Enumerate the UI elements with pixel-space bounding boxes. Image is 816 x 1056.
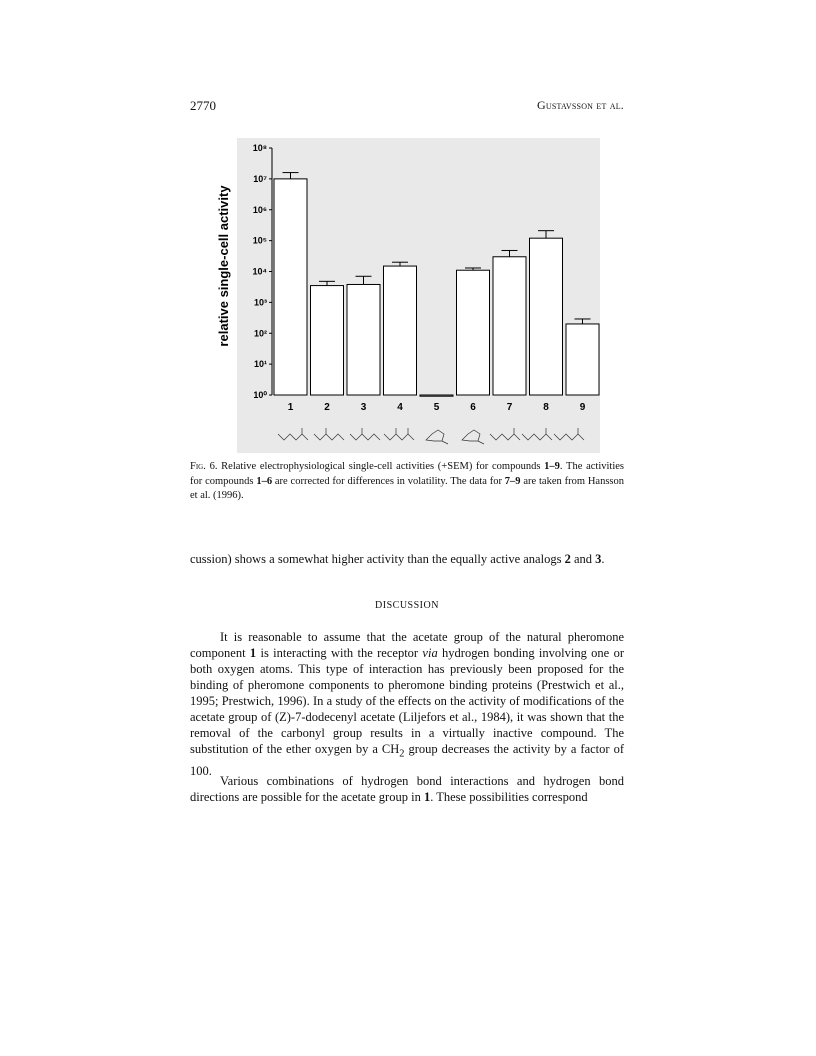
paragraph-text: group decreases the activity by a factor of 100. (190, 742, 624, 778)
y-tick-label: 10⁸ (252, 143, 267, 153)
paragraph (190, 629, 624, 779)
paragraph-text: hydrogen bonding involving one or both oxygen atoms. This type of interaction has previously been proposed for the binding of pheromone components to pheromone binding proteins (Prestwich et al., 1995; Prestwich, 1996). In a study of the effects on the activity of modifications of the acetate group of (Z)-7-dodecenyl acetate (Liljefors et al., 1984), it was shown that the removal of the carbonyl group results in a virtually inactive compound. The substitution of the ether oxygen by a CH (190, 646, 624, 756)
paragraph-text: . These possibilities correspond (430, 790, 588, 804)
x-tick-label: 3 (360, 402, 367, 413)
compound-ref: 2 (564, 552, 571, 566)
paragraph (190, 773, 624, 805)
bar-9 (566, 324, 599, 395)
y-axis-label: relative single-cell activity (216, 185, 231, 347)
paragraph-text: . (601, 552, 605, 566)
running-title: Gustavsson et al. (537, 98, 624, 112)
caption-compounds-c: 7–9 (504, 475, 521, 487)
paragraph-text: Various combinations of hydrogen bond interactions and hydrogen bond directions are possible for the acetate group in (190, 774, 624, 804)
y-tick-label: 10⁴ (252, 266, 267, 277)
x-tick-label: 6 (470, 402, 476, 413)
paragraph-text: It is reasonable to assume that the acetate group of the natural pheromone component (190, 630, 624, 660)
bar-4 (384, 266, 417, 395)
caption-text: are taken from Hansson et al. (1996). (190, 475, 624, 501)
paragraph-text: is interacting with the receptor (256, 646, 423, 660)
compound-ref: 1 (423, 790, 431, 804)
paragraph (190, 551, 624, 567)
y-tick-label: 10³ (253, 297, 267, 308)
bar-6 (457, 270, 490, 395)
y-tick-label: 10⁵ (252, 235, 267, 246)
italic-term: via (422, 646, 438, 660)
bar-2 (311, 286, 344, 395)
y-tick-label: 10⁰ (253, 390, 267, 400)
activity-bar-chart (210, 138, 600, 453)
y-tick-label: 10⁶ (252, 204, 267, 215)
figure-label: Fig. 6. (190, 461, 218, 472)
subscript: 2 (399, 748, 405, 760)
compound-ref: 3 (595, 552, 602, 566)
x-tick-label: 1 (287, 402, 294, 413)
bar-1 (274, 179, 307, 395)
bar-8 (530, 238, 563, 395)
caption-text: Relative electrophysiological single-cell activities (+SEM) for compounds (217, 461, 545, 472)
caption-compounds-b: 1–6 (256, 475, 273, 487)
bar-7 (493, 257, 526, 395)
caption-text: . The activities for compounds (190, 461, 624, 487)
compound-ref: 1 (249, 646, 257, 660)
x-tick-label: 7 (506, 402, 513, 413)
y-tick-label: 10¹ (253, 359, 267, 370)
caption-text: are corrected for differences in volatility. The data for (272, 475, 505, 487)
paragraph-text: cussion) shows a somewhat higher activity than the equally active analogs (190, 552, 565, 566)
x-tick-label: 8 (543, 402, 549, 413)
bar-3 (347, 284, 380, 395)
figure-caption (190, 460, 624, 504)
section-heading: DISCUSSION (375, 600, 439, 611)
bar-5 (420, 395, 453, 396)
x-tick-label: 4 (397, 402, 403, 413)
caption-compounds-a: 1–9 (544, 461, 560, 472)
y-tick-label: 10⁷ (253, 173, 267, 184)
paragraph-text: and (570, 552, 596, 566)
y-tick-label: 10² (253, 328, 267, 339)
page-number: 2770 (190, 98, 216, 113)
x-tick-label: 2 (324, 402, 330, 413)
x-tick-label: 5 (433, 402, 440, 413)
x-tick-label: 9 (579, 402, 586, 413)
